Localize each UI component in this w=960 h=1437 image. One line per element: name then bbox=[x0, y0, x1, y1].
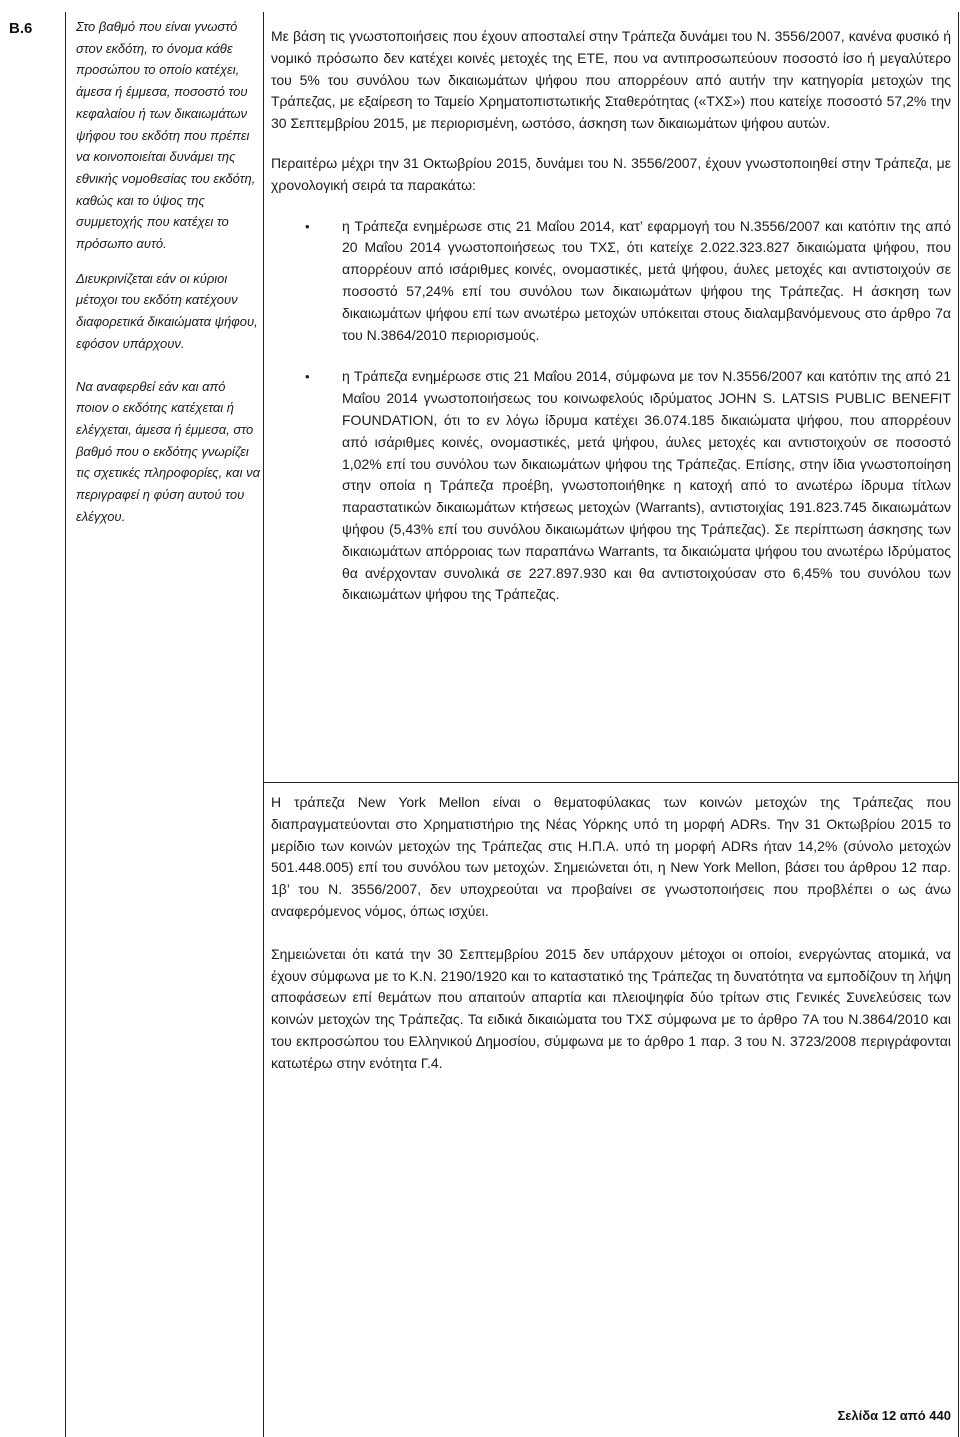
notification-list bbox=[271, 216, 951, 607]
intro-paragraph: Με βάση τις γνωστοποιήσεις που έχουν αποσταλεί στην Τράπεζα δυνάμει του Ν. 3556/2007, κανένα φυσικό ή νομικό πρόσωπο δεν κατέχει κοινές μετοχές της ΕΤΕ, που να αντιπροσωπεύουν ποσοστό ίσο ή μεγαλύτερο του 5% του συνόλου των δικαιωμάτων ψήφου που απορρέουν από αυτήν την κατηγορία μετοχών της Τράπεζας, με εξαίρεση το Ταμείο Χρηματοπιστωτικής Σταθερότητας («ΤΧΣ») που κατείχε ποσοστό 57,2% την 30 Σεπτεμβρίου 2015, με περιορισμένη, ωστόσο, άσκηση των δικαιωμάτων ψήφου αυτών. bbox=[271, 28, 951, 132]
grid-line-right bbox=[958, 12, 959, 1437]
list-item-text: η Τράπεζα ενημέρωσε στις 21 Μαΐου 2014, σύμφωνα με τον Ν.3556/2007 και κατόπιν της από 21 Μαΐου 2014 γνωστοποιήσεως του κοινωφελούς ιδρύματος JOHN S. LATSIS PUBLIC BENEFIT FOUNDATION, ότι το εν λόγω ίδρυμα κατέχει 36.074.185 δικαιώματα ψήφου, που απορρέουν από ισάριθμες κοινές, ονομαστικές, μετά ψήφου, άυλες μετοχές και αντιστοιχούν σε ποσοστό 1,02% επί του συνόλου των δικαιωμάτων ψήφου της Τράπεζας. Επίσης, στην ίδια γνωστοποίηση στην οποία η Τράπεζα προέβη, γνωστοποιήθηκε η κατοχή από το ανωτέρω ίδρυμα τίτλων παραστατικών δικαιωμάτων κτήσεως μετοχών (Warrants), αντιστοιχίας 191.823.745 δικαιωμάτων ψήφου (5,43% επί του συνόλου δικαιωμάτων ψήφου της Τράπεζας). Σε περίπτωση άσκησης των δικαιωμάτων απόρροιας των παραπάνω Warrants, τα δικαιώματα ψήφου του ανωτέρω Ιδρύματος θα ανέρχονταν συνολικά σε 227.897.930 και θα αντιστοιχούσαν στο 6,45% του συνόλου των δικαιωμάτων ψήφου της Τράπεζας. bbox=[342, 368, 951, 603]
requirement-text-1: Στο βαθμό που είναι γνωστό στον εκδότη, το όνομα κάθε προσώπου το οποίο κατέχει, άμεσα ή έμμεσα, ποσοστό του κεφαλαίου ή των δικαιωμάτων ψήφου του εκδότη που πρέπει να κοινοποιείται δυνάμει της εθνικής νομοθεσίας του εκδότη, καθώς και το ύψος της συμμετοχής που κατέχει το πρόσωπο αυτό. bbox=[76, 19, 256, 252]
bullet-icon: • bbox=[305, 218, 310, 234]
bullet-icon: • bbox=[305, 369, 310, 385]
list-item bbox=[271, 366, 951, 606]
page-number: Σελίδα 12 από 440 bbox=[837, 1408, 951, 1423]
grid-line-left bbox=[65, 12, 66, 1437]
disclosure-column-lower bbox=[271, 792, 951, 1075]
list-item-text: η Τράπεζα ενημέρωσε στις 21 Μαΐου 2014, κατ’ εφαρμογή του Ν.3556/2007 και κατόπιν της από 20 Μαΐου 2014 γνωστοποιήσεως του ΤΧΣ, ότι κατείχε 2.022.323.827 δικαιώματα ψήφου, που απορρέουν από ισάριθμες κοινές, ονομαστικές, μετά ψήφου, άυλες μετοχές και αντιστοιχούν σε ποσοστό 57,24% επί του συνόλου των δικαιωμάτων ψήφου της Τράπεζας. Η άσκηση των δικαιωμάτων ψήφου επί των ανωτέρω μετοχών υπόκειται στους διαλαμβανόμενους στο άρθρο 7α του Ν.3864/2010 περιορισμούς. bbox=[342, 217, 951, 343]
requirement-column bbox=[76, 16, 260, 527]
custodian-paragraph: Η τράπεζα New York Mellon είναι ο θεματοφύλακας των κοινών μετοχών της Τράπεζας που διαπραγματεύονται στο Χρηματιστήριο της Νέας Υόρκης υπό τη μορφή ADRs. Την 31 Οκτωβρίου 2015 το μερίδιο των κοινών μετοχών της Τράπεζας στις Η.Π.Α. υπό τη μορφή ADRs ήταν 14,2% (σύνολο μετοχών 501.448.005) επί του συνόλου των μετοχών. Σημειώνεται ότι, η New York Mellon, βάσει του άρθρου 12 παρ. 1β’ του Ν. 3556/2007, δεν υποχρεούται να προβαίνει σε γνωστοποιήσεις που προβλέπει ο ως άνω αναφερόμενος νόμος, όπως ισχύει. bbox=[271, 794, 951, 919]
requirement-text-3: Να αναφερθεί εάν και από ποιον ο εκδότης κατέχεται ή ελέγχεται, άμεσα ή έμμεσα, στο βαθμό που ο εκδότης γνωρίζει τις σχετικές πληροφορίες, και να περιγραφεί η φύση αυτού του ελέγχου. bbox=[76, 378, 261, 524]
grid-line-mid bbox=[263, 12, 264, 782]
disclosure-column-upper bbox=[271, 26, 951, 606]
grid-line-mid-lower bbox=[263, 782, 264, 1437]
requirement-text-2: Διευκρινίζεται εάν οι κύριοι μέτοχοι του εκδότη κατέχουν διαφορετικά δικαιώματα ψήφου, εφόσον υπάρχουν. bbox=[76, 270, 258, 351]
grid-line-row-divider bbox=[263, 782, 959, 783]
section-label: B.6 bbox=[9, 20, 33, 37]
further-paragraph: Περαιτέρω μέχρι την 31 Οκτωβρίου 2015, δυνάμει του Ν. 3556/2007, έχουν γνωστοποιηθεί στην Τράπεζα, με χρονολογική σειρά τα παρακάτω: bbox=[271, 154, 951, 193]
note-paragraph: Σημειώνεται ότι κατά την 30 Σεπτεμβρίου 2015 δεν υπάρχουν μέτοχοι οι οποίοι, ενεργώντας ατομικά, να έχουν σύμφωνα με το Κ.Ν. 2190/1920 και το καταστατικό της Τράπεζας τη δυνατότητα να εμποδίζουν τη λήψη αποφάσεων επί θεμάτων που απαιτούν απαρτία και πλειοψηφία δύο τρίτων στις Γενικές Συνελεύσεις των κοινών μετοχών της Τράπεζας. Τα ειδικά δικαιώματα του ΤΧΣ σύμφωνα με το άρθρο 7Α του Ν.3864/2010 και του εκπροσώπου του Ελληνικού Δημοσίου, σύμφωνα με το άρθρο 1 παρ. 3 του Ν. 3723/2008 περιγράφονται κατωτέρω στην ενότητα Γ.4. bbox=[271, 945, 951, 1071]
list-item bbox=[271, 216, 951, 347]
